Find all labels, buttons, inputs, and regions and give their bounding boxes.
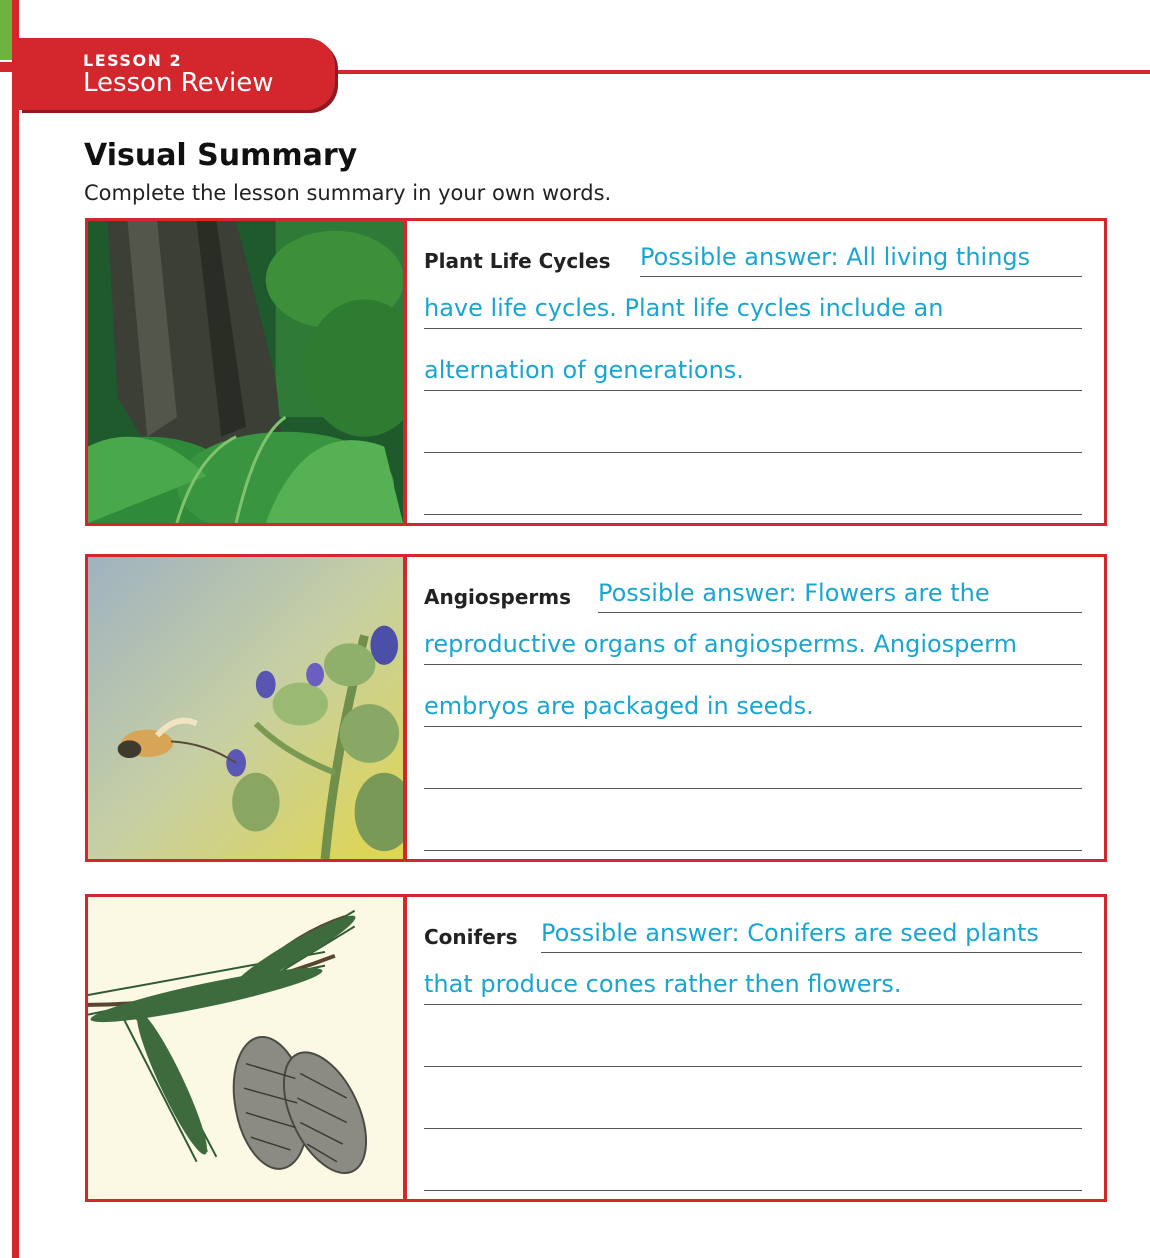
writing-line: [424, 608, 1082, 665]
answer-text: alternation of generations.: [424, 356, 744, 384]
card-heading: Plant Life Cycles: [424, 249, 611, 273]
answer-text: Possible answer: All living things: [640, 243, 1031, 271]
lesson-title: Lesson Review: [83, 68, 274, 98]
conifer-branch-image: [88, 897, 407, 1199]
writing-line: [424, 396, 1082, 453]
chapter-tab-red: [0, 62, 12, 72]
writing-lines: [410, 897, 1104, 1199]
writing-line: [424, 272, 1082, 329]
writing-line: [424, 732, 1082, 789]
summary-card-angiosperms: [85, 554, 1107, 862]
summary-card-plant-life-cycles: [85, 218, 1107, 526]
fern-forest-image: [88, 221, 407, 523]
writing-line: [424, 1072, 1082, 1129]
hawk-moth-flower-image: [88, 557, 407, 859]
writing-line: [424, 334, 1082, 391]
instructions: Complete the lesson summary in your own words.: [84, 181, 612, 205]
chapter-tab-green: [0, 0, 12, 60]
writing-line: [424, 897, 1082, 953]
writing-line: [424, 221, 1082, 277]
answer-text: Possible answer: Flowers are the: [598, 579, 990, 607]
section-title: Visual Summary: [84, 138, 358, 173]
answer-text: that produce cones rather then flowers.: [424, 970, 902, 998]
writing-line: [424, 670, 1082, 727]
lesson-number: LESSON 2: [83, 51, 183, 70]
writing-lines: [410, 557, 1104, 859]
card-heading: Conifers: [424, 925, 518, 949]
answer-text: have life cycles. Plant life cycles include an: [424, 294, 944, 322]
lesson-banner: [19, 38, 335, 110]
answer-text: embryos are packaged in seeds.: [424, 692, 814, 720]
page-margin-stripe: [12, 0, 19, 1258]
summary-card-conifers: [85, 894, 1107, 1202]
header-rule: [300, 70, 1150, 74]
writing-line: [424, 794, 1082, 851]
writing-line: [424, 557, 1082, 613]
writing-line: [424, 1134, 1082, 1191]
writing-line: [424, 1010, 1082, 1067]
answer-text: reproductive organs of angiosperms. Angiosperm: [424, 630, 1017, 658]
writing-lines: [410, 221, 1104, 523]
answer-text: Possible answer: Conifers are seed plants: [541, 919, 1039, 947]
card-heading: Angiosperms: [424, 585, 572, 609]
writing-line: [424, 458, 1082, 515]
writing-line: [424, 948, 1082, 1005]
